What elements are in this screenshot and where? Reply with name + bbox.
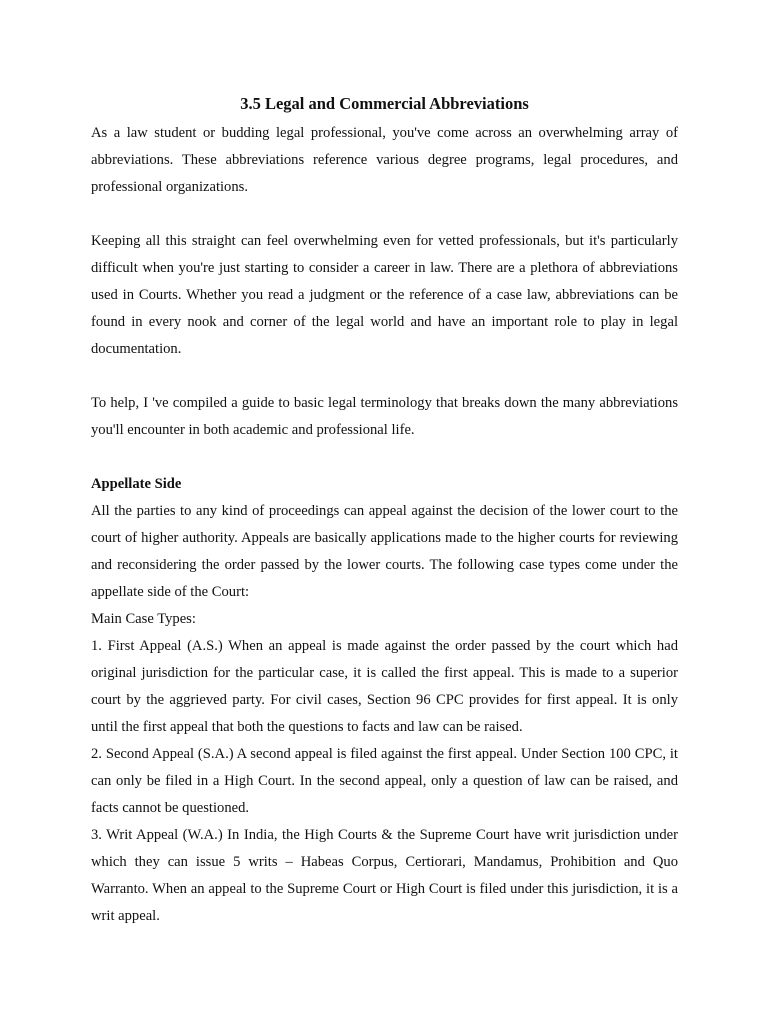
intro-paragraph-1: As a law student or budding legal professional, you've come across an overwhelming array of abbreviations. These abbreviations reference various degree programs, legal procedures, and professional organizations.	[91, 125, 678, 195]
document-page	[91, 92, 678, 930]
list-item-writ-appeal: 3. Writ Appeal (W.A.) In India, the High Courts & the Supreme Court have writ jurisdiction under which they can issue 5 writs – Habeas Corpus, Certiorari, Mandamus, Prohibition and Quo Warranto. When an appeal to the Supreme Court or High Court is filed under this jurisdiction, it is a writ appeal.	[91, 827, 678, 924]
appellate-description: All the parties to any kind of proceedings can appeal against the decision of the lower court to the court of higher authority. Appeals are basically applications made to the higher courts for reviewing and reconsidering the order passed by the lower courts. The following case types come under the appellate side of the Court:	[91, 503, 678, 600]
list-item-first-appeal: 1. First Appeal (A.S.) When an appeal is made against the order passed by the court which had original jurisdiction for the particular case, it is called the first appeal. This is made to a superior court by the aggrieved party. For civil cases, Section 96 CPC provides for first appeal. It is only until the first appeal that both the questions to facts and law can be raised.	[91, 638, 678, 735]
intro-paragraph-3: To help, I 've compiled a guide to basic legal terminology that breaks down the many abbreviations you'll encounter in both academic and professional life.	[91, 395, 678, 438]
page-title: 3.5 Legal and Commercial Abbreviations	[240, 94, 529, 113]
paragraph-spacer	[91, 444, 678, 471]
paragraph-spacer	[91, 363, 678, 390]
paragraph-spacer	[91, 201, 678, 228]
main-case-types-label: Main Case Types:	[91, 611, 196, 627]
intro-paragraph-2: Keeping all this straight can feel overwhelming even for vetted professionals, but it's particularly difficult when you're just starting to consider a career in law. There are a plethora of abbreviations used in Courts. Whether you read a judgment or the reference of a case law, abbreviations can be found in every nook and corner of the legal world and have an important role to play in legal documentation.	[91, 233, 678, 357]
list-item-second-appeal: 2. Second Appeal (S.A.) A second appeal is filed against the first appeal. Under Section 100 CPC, it can only be filed in a High Court. In the second appeal, only a question of law can be raised, and facts cannot be questioned.	[91, 746, 678, 816]
section-heading-appellate-side: Appellate Side	[91, 476, 182, 492]
